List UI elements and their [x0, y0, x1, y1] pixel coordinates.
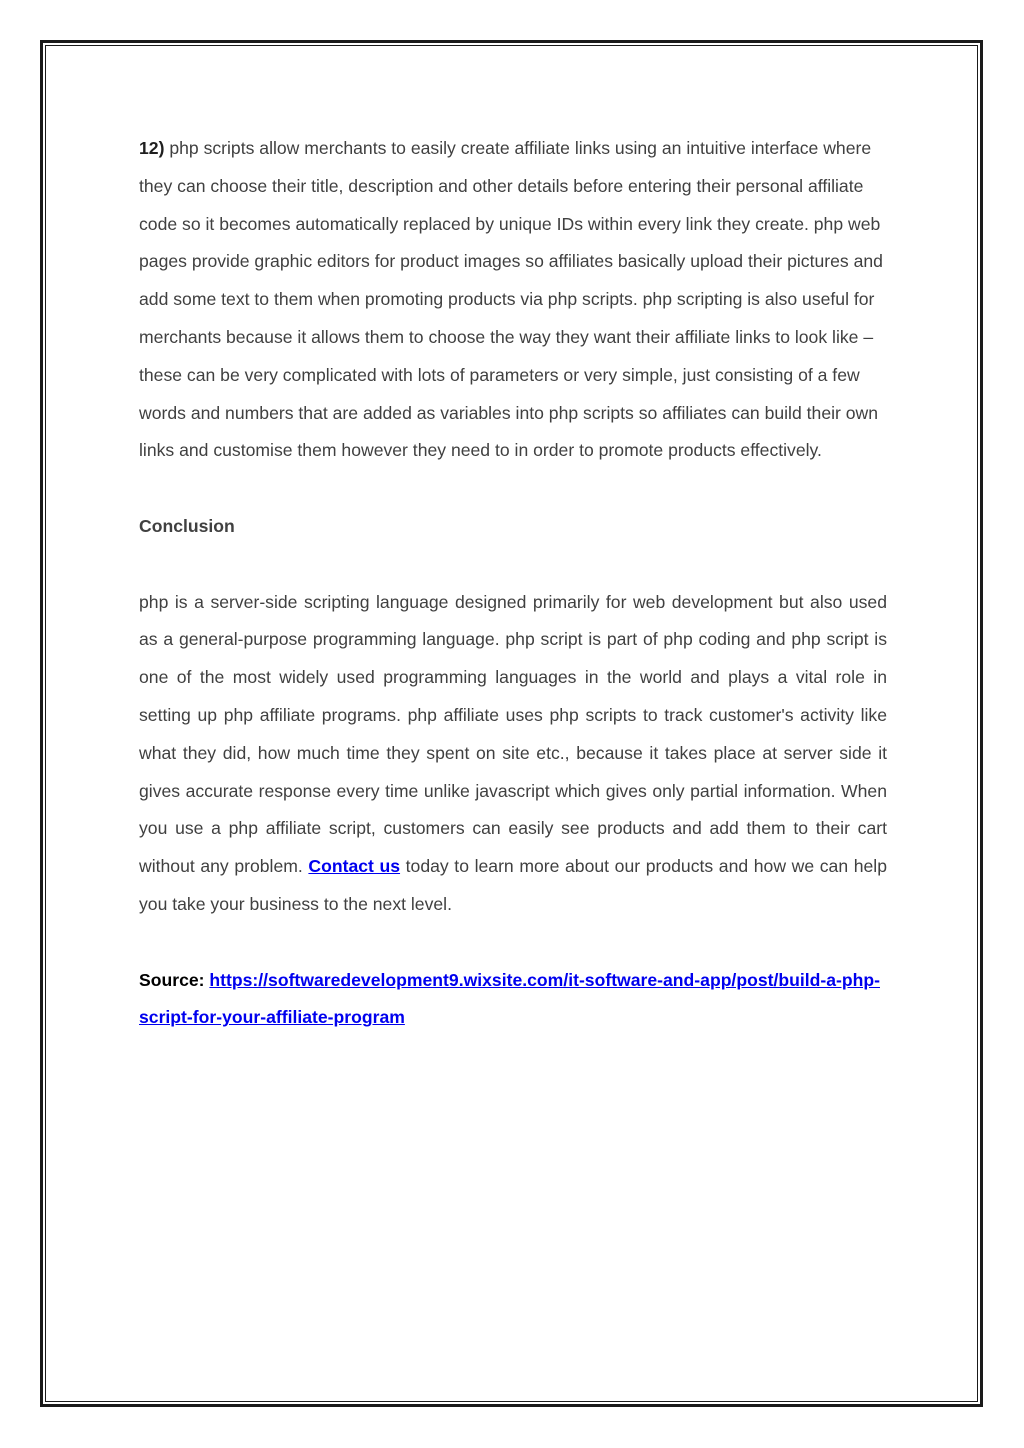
conclusion-text-before-link: php is a server-side scripting language designed primarily for web development but also used as a general-purpose programming language. php script is part of php coding and php script is one of the most widely used programming languages in the world and plays a vital role in setting up php affiliate programs. php affiliate uses php scripts to track customer's activity like what they did, how much time they spent on site etc., because it takes place at server side it gives accurate response every time unlike javascript which gives only partial information. When you use a php affiliate script, customers can easily see products and add them to their cart without any problem. [139, 591, 887, 877]
item-number: 12) [139, 138, 165, 158]
contact-us-link[interactable]: Contact us [308, 856, 401, 877]
source-label: Source: [139, 969, 205, 990]
document-body [139, 130, 887, 1037]
paragraph-12-text: php scripts allow merchants to easily create affiliate links using an intuitive interface where they can choose their title, description and other details before entering their personal affiliate code so it becomes automatically replaced by unique IDs within every link they create. php web pages provide graphic editors for product images so affiliates basically upload their pictures and add some text to them when promoting products via php scripts. php scripting is also useful for merchants because it allows them to choose the way they want their affiliate links to look like – these can be very complicated with lots of parameters or very simple, just consisting of a few words and numbers that are added as variables into php scripts so affiliates can build their own links and customise them however they need to in order to promote products effectively. [139, 138, 883, 461]
source-line [139, 962, 887, 1038]
conclusion-heading: Conclusion [139, 515, 235, 536]
conclusion-text-after-link: today to learn more about our products and how we can help you take your business to the next level. [139, 856, 887, 914]
conclusion-paragraph [139, 584, 887, 924]
source-url-link[interactable]: https://softwaredevelopment9.wixsite.com/it-software-and-app/post/build-a-php-script-for-your-affiliate-program [139, 969, 880, 1028]
paragraph-12 [139, 130, 887, 470]
